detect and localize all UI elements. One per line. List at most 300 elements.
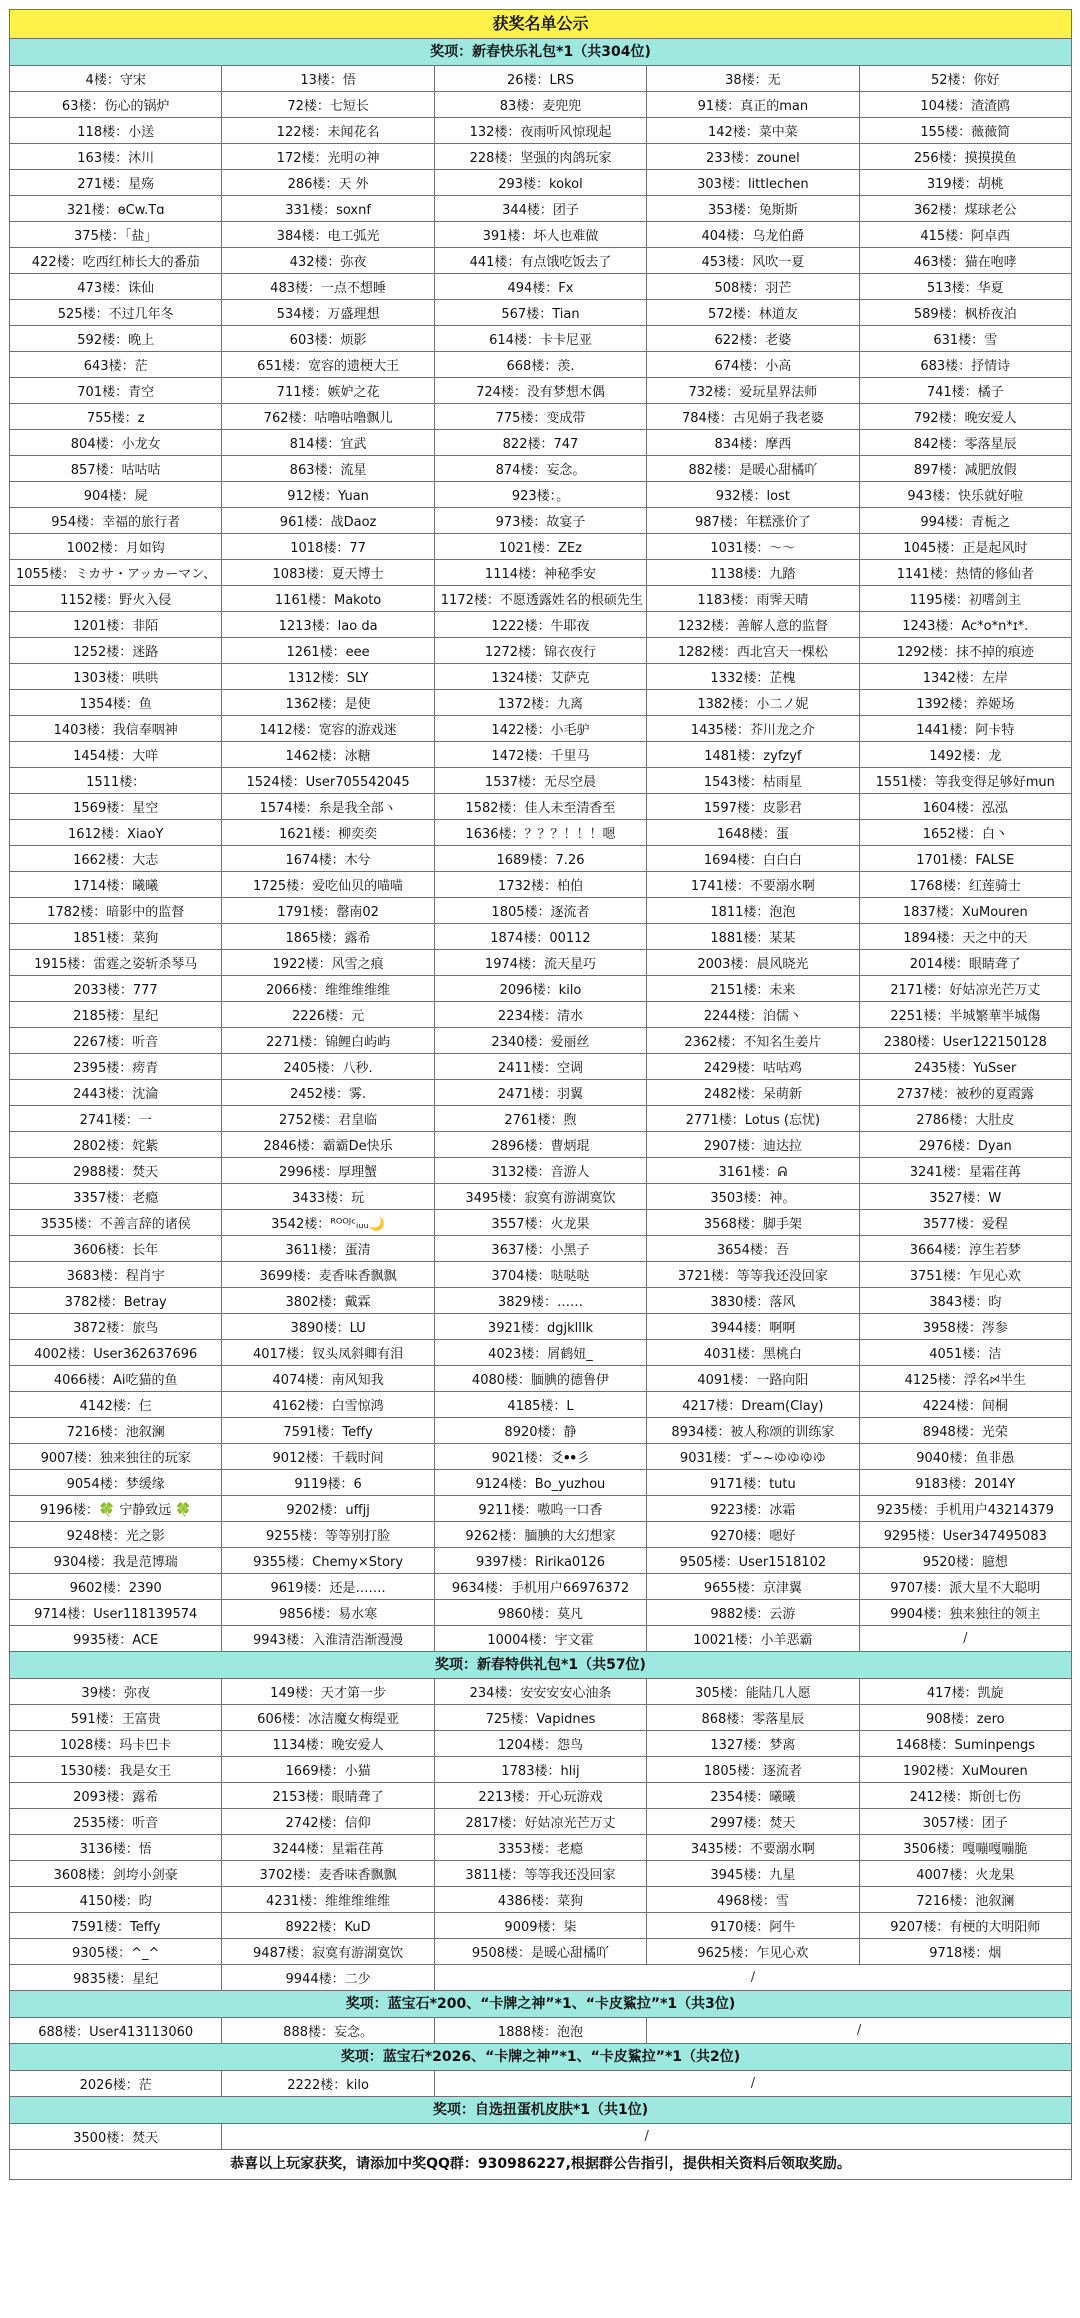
winner-cell: 2907楼：迪达拉 <box>647 1132 859 1158</box>
winner-cell: 453楼：风吹一夏 <box>647 248 859 274</box>
winner-cell: 857楼：咕咕咕 <box>10 456 222 482</box>
winner-cell: 9124楼：Bo_yuzhou <box>435 1470 647 1496</box>
winner-cell: 775楼：变成带 <box>435 404 647 430</box>
winner-row <box>10 92 1072 118</box>
winner-cell: 1530楼：我是女王 <box>10 1757 222 1783</box>
winner-cell: 1114楼：神秘季安 <box>435 560 647 586</box>
winner-cell: 2234楼：清水 <box>435 1002 647 1028</box>
winner-cell: 606楼：冰洁魔女梅缇亚 <box>222 1705 434 1731</box>
winner-row <box>10 1106 1072 1132</box>
winner-cell: 2340楼：爱丽丝 <box>435 1028 647 1054</box>
winner-cell: 3500楼：焚天 <box>10 2124 222 2150</box>
winner-cell: 473楼：诛仙 <box>10 274 222 300</box>
winner-cell: 1324楼：艾萨克 <box>435 664 647 690</box>
winner-cell: 4066楼：Ai吃猫的鱼 <box>10 1366 222 1392</box>
winner-row <box>10 1626 1072 1652</box>
winner-cell: 842楼：零落星辰 <box>860 430 1072 456</box>
winner-row <box>10 1496 1072 1522</box>
winner-cell: 3890楼：LU <box>222 1314 434 1340</box>
winner-cell: 422楼：吃西红柿长大的番茄 <box>10 248 222 274</box>
winner-cell: 961楼：战Daoz <box>222 508 434 534</box>
winner-cell: 1183楼：雨霁天晴 <box>647 586 859 612</box>
winner-cell: 2741楼：一 <box>10 1106 222 1132</box>
winner-cell: 3654楼：吾 <box>647 1236 859 1262</box>
winner-cell: 9248楼：光之影 <box>10 1522 222 1548</box>
winner-cell: 9505楼：User1518102 <box>647 1548 859 1574</box>
winner-cell: 932楼：lost <box>647 482 859 508</box>
winner-cell: 1138楼：九踏 <box>647 560 859 586</box>
winner-cell: 643楼：茫 <box>10 352 222 378</box>
winner-cell: 2226楼：元 <box>222 1002 434 1028</box>
winner-cell: 9031楼：ず~~ゆゆゆゆ <box>647 1444 859 1470</box>
winner-cell: 923楼：。 <box>435 482 647 508</box>
winner-cell: 2786楼：大肚皮 <box>860 1106 1072 1132</box>
winner-cell: 1537楼：无尽空晨 <box>435 768 647 794</box>
winner-cell: 3057楼：团子 <box>860 1809 1072 1835</box>
winner-cell: 404楼：乌龙伯爵 <box>647 222 859 248</box>
winner-cell: 9835楼：星纪 <box>10 1965 222 1991</box>
winner-row <box>10 1392 1072 1418</box>
winner-cell: 2395楼：痨青 <box>10 1054 222 1080</box>
winner-row <box>10 1340 1072 1366</box>
winner-cell: 2482楼：呆萌新 <box>647 1080 859 1106</box>
winner-cell: 534楼：万盛理想 <box>222 300 434 326</box>
winner-row <box>10 1600 1072 1626</box>
winner-cell: 1272楼：锦衣夜行 <box>435 638 647 664</box>
winner-cell: 1732楼：柏伯 <box>435 872 647 898</box>
winner-cell: 10021楼：小羊恶霸 <box>647 1626 859 1652</box>
winner-cell: 104楼：渣渣鸥 <box>860 92 1072 118</box>
winner-cell: 8948楼：光荣 <box>860 1418 1072 1444</box>
winner-row <box>10 404 1072 430</box>
winner-cell: 8934楼：被人称颂的训练家 <box>647 1418 859 1444</box>
winner-cell: 3802楼：戴霖 <box>222 1288 434 1314</box>
winner-cell: 1524楼：User705542045 <box>222 768 434 794</box>
winner-cell: 3495楼：寂寞有游湖寞饮 <box>435 1184 647 1210</box>
winner-cell: 286楼：天 外 <box>222 170 434 196</box>
winner-cell: 1282楼：西北宫天一棵松 <box>647 638 859 664</box>
winner-cell: 415楼：阿卓西 <box>860 222 1072 248</box>
winner-cell: 1204楼：怨鸟 <box>435 1731 647 1757</box>
winner-row <box>10 1913 1072 1939</box>
winner-row <box>10 1288 1072 1314</box>
winner-cell: 3557楼：火龙果 <box>435 1210 647 1236</box>
winner-cell: 494楼：Fx <box>435 274 647 300</box>
section-header: 奖项：新春特供礼包*1（共57位) <box>10 1652 1072 1679</box>
winner-cell: 614楼：卡卡尼亚 <box>435 326 647 352</box>
winner-row <box>10 1731 1072 1757</box>
winner-cell: 724楼：没有梦想木偶 <box>435 378 647 404</box>
winner-cell: 9487楼：寂寞有游湖寞饮 <box>222 1939 434 1965</box>
winner-cell: 3944楼：啊啊 <box>647 1314 859 1340</box>
winner-cell: 2535楼：听音 <box>10 1809 222 1835</box>
winner-cell: 1468楼：Suminpengs <box>860 1731 1072 1757</box>
winner-cell: 3637楼：小黑子 <box>435 1236 647 1262</box>
winner-cell: 631楼：雪 <box>860 326 1072 352</box>
winner-cell: 1462楼：冰糖 <box>222 742 434 768</box>
winner-cell: 1894楼：天之中的天 <box>860 924 1072 950</box>
winner-cell: 9860楼：莫凡 <box>435 1600 647 1626</box>
winner-cell: 2896楼：曹炳琨 <box>435 1132 647 1158</box>
winner-cell: 2752楼：君皇临 <box>222 1106 434 1132</box>
winner-cell: 1805楼：逐流者 <box>647 1757 859 1783</box>
winner-cell: 321楼：ѳCw.Tɑ <box>10 196 222 222</box>
winner-cell: 3958楼：涔参 <box>860 1314 1072 1340</box>
winner-row <box>10 2018 1072 2044</box>
winner-cell: 1768楼：红莲骑士 <box>860 872 1072 898</box>
winner-cell: 9119楼：6 <box>222 1470 434 1496</box>
winner-cell: 1551楼：等我变得足够好mun <box>860 768 1072 794</box>
winner-cell: 755楼：z <box>10 404 222 430</box>
winner-cell: 1888楼：泡泡 <box>435 2018 647 2044</box>
empty-cell: / <box>647 2018 1072 2044</box>
winner-cell: 1055楼：ミカサ・アッカーマン、 <box>10 560 222 586</box>
winner-cell: 362楼：煤球老公 <box>860 196 1072 222</box>
winner-cell: 3811楼：等等我还没回家 <box>435 1861 647 1887</box>
winner-cell: 228楼：坚强的肉鸽玩家 <box>435 144 647 170</box>
winner-row <box>10 1939 1072 1965</box>
winner-cell: 9207楼：有梗的大明阳师 <box>860 1913 1072 1939</box>
winner-cell: 1694楼：白白白 <box>647 846 859 872</box>
winner-cell: 3503楼：神。 <box>647 1184 859 1210</box>
winner-cell: 2026楼：茫 <box>10 2071 222 2097</box>
winner-cell: 1543楼：枯雨星 <box>647 768 859 794</box>
winner-cell: 1422楼：小毛驴 <box>435 716 647 742</box>
winner-cell: 233楼：zounel <box>647 144 859 170</box>
winner-cell: 3721楼：等等我还没回家 <box>647 1262 859 1288</box>
winner-cell: 9634楼：手机用户66976372 <box>435 1574 647 1600</box>
winner-cell: 994楼：青栀之 <box>860 508 1072 534</box>
winner-row <box>10 430 1072 456</box>
winner-cell: 2171楼：好姑凉光芒万丈 <box>860 976 1072 1002</box>
winner-cell: 592楼：晚上 <box>10 326 222 352</box>
winner-cell: 10004楼：宇文霍 <box>435 1626 647 1652</box>
winner-cell: 3683楼：程肖宇 <box>10 1262 222 1288</box>
winner-cell: 2066楼：维维维维维 <box>222 976 434 1002</box>
winner-cell: 39楼：弥夜 <box>10 1679 222 1705</box>
winner-cell: 622楼：老婆 <box>647 326 859 352</box>
winner-cell: 2222楼：kilo <box>222 2071 434 2097</box>
winner-row <box>10 352 1072 378</box>
winner-cell: 1327楼：梦离 <box>647 1731 859 1757</box>
winner-row <box>10 664 1072 690</box>
winner-cell: 4231楼：维维维维维 <box>222 1887 434 1913</box>
winner-cell: 9054楼：梦缓缘 <box>10 1470 222 1496</box>
winner-cell: 4051楼：洁 <box>860 1340 1072 1366</box>
winner-cell: 155楼：薇薇简 <box>860 118 1072 144</box>
winner-cell: 1511楼： <box>10 768 222 794</box>
winner-cell: 1791楼：罄南02 <box>222 898 434 924</box>
winner-cell: 1636楼：？？？！！！嗯 <box>435 820 647 846</box>
winner-cell: 9007楼：独来独往的玩家 <box>10 1444 222 1470</box>
winner-cell: 2435楼：YuSser <box>860 1054 1072 1080</box>
winner-cell: 9602楼：2390 <box>10 1574 222 1600</box>
winner-cell: 7216楼：池叙澜 <box>10 1418 222 1444</box>
winner-cell: 1342楼：左岸 <box>860 664 1072 690</box>
winner-row <box>10 1210 1072 1236</box>
winner-cell: 4091楼：一路向阳 <box>647 1366 859 1392</box>
winner-table <box>10 1679 1072 1991</box>
winner-cell: 1435楼：芥川龙之介 <box>647 716 859 742</box>
winner-cell: 9223楼：冰霜 <box>647 1496 859 1522</box>
winner-row <box>10 638 1072 664</box>
winner-cell: 1243楼：Ac*o*n*ɪ*. <box>860 612 1072 638</box>
winner-cell: 2014楼：眼睛聋了 <box>860 950 1072 976</box>
winner-cell: 567楼：Tian <box>435 300 647 326</box>
winner-cell: 4002楼：User362637696 <box>10 1340 222 1366</box>
winner-cell: 375楼：「盐」 <box>10 222 222 248</box>
winner-cell: 1002楼：月如钩 <box>10 534 222 560</box>
winner-sheet <box>9 9 1072 2180</box>
winner-cell: 3435楼：不要溺水啊 <box>647 1835 859 1861</box>
winner-cell: 2185楼：星纪 <box>10 1002 222 1028</box>
winner-row <box>10 2124 1072 2150</box>
winner-row <box>10 2071 1072 2097</box>
winner-row <box>10 846 1072 872</box>
winner-table <box>10 2018 1072 2044</box>
winner-cell: 293楼：kokol <box>435 170 647 196</box>
winner-cell: 9170楼：阿牛 <box>647 1913 859 1939</box>
winner-cell: 3921楼：dgjklllk <box>435 1314 647 1340</box>
winner-cell: 2213楼：开心玩游戏 <box>435 1783 647 1809</box>
winner-cell: 9944楼：二少 <box>222 1965 434 1991</box>
winner-cell: 9718楼：烟 <box>860 1939 1072 1965</box>
winner-row <box>10 1314 1072 1340</box>
winner-cell: 9235楼：手机用户43214379 <box>860 1496 1072 1522</box>
winner-cell: 1261楼：eee <box>222 638 434 664</box>
sections-container <box>10 39 1072 2150</box>
winner-cell: 271楼：星殇 <box>10 170 222 196</box>
winner-row <box>10 1054 1072 1080</box>
winner-row <box>10 534 1072 560</box>
winner-cell: 1652楼：白丶 <box>860 820 1072 846</box>
winner-cell: 1597楼：皮影君 <box>647 794 859 820</box>
winner-cell: 9305楼：^_^ <box>10 1939 222 1965</box>
winner-cell: 8920楼：静 <box>435 1418 647 1444</box>
winner-row <box>10 690 1072 716</box>
winner-row <box>10 1887 1072 1913</box>
winner-table <box>10 2124 1072 2150</box>
winner-cell: 954楼：幸福的旅行者 <box>10 508 222 534</box>
winner-cell: 2033楼：777 <box>10 976 222 1002</box>
winner-cell: 391楼：坏人也难做 <box>435 222 647 248</box>
winner-row <box>10 1965 1072 1991</box>
winner-cell: 651楼：宽容的遗梗大王 <box>222 352 434 378</box>
winner-cell: 2267楼：听音 <box>10 1028 222 1054</box>
winner-cell: 9904楼：独来独往的领主 <box>860 1600 1072 1626</box>
winner-cell: 1018楼：77 <box>222 534 434 560</box>
winner-cell: 1621楼：柳奕奕 <box>222 820 434 846</box>
winner-cell: 4125楼：浮名ꗯ半生 <box>860 1366 1072 1392</box>
winner-cell: 3577楼：爱程 <box>860 1210 1072 1236</box>
winner-cell: 2153楼：眼睛聋了 <box>222 1783 434 1809</box>
winner-cell: 417楼：凯旋 <box>860 1679 1072 1705</box>
winner-cell: 3506楼：嘎嘣嘎嘣脆 <box>860 1835 1072 1861</box>
winner-row <box>10 482 1072 508</box>
winner-cell: 91楼：真正的man <box>647 92 859 118</box>
winner-cell: 804楼：小龙女 <box>10 430 222 456</box>
winner-row <box>10 1861 1072 1887</box>
winner-cell: 513楼：华夏 <box>860 274 1072 300</box>
winner-cell: 1974楼：流天星巧 <box>435 950 647 976</box>
winner-row <box>10 1158 1072 1184</box>
winner-cell: 9508楼：是暖心甜橘吖 <box>435 1939 647 1965</box>
winner-cell: 353楼：兔斯斯 <box>647 196 859 222</box>
winner-row <box>10 508 1072 534</box>
winner-cell: 1902楼：XuMouren <box>860 1757 1072 1783</box>
winner-cell: 63楼：伤心的锅炉 <box>10 92 222 118</box>
empty-cell: / <box>435 1965 1072 1991</box>
winner-cell: 1031楼：～～ <box>647 534 859 560</box>
winner-cell: 668楼：羡. <box>435 352 647 378</box>
winner-cell: 9211楼：嗷呜一口香 <box>435 1496 647 1522</box>
winner-cell: 683楼：抒情诗 <box>860 352 1072 378</box>
winner-cell: 344楼：团子 <box>435 196 647 222</box>
winner-cell: 1403楼：我信奉咽神 <box>10 716 222 742</box>
winner-cell: 26楼：LRS <box>435 66 647 92</box>
winner-cell: 3664楼：淳生若梦 <box>860 1236 1072 1262</box>
winner-cell: 688楼：User413113060 <box>10 2018 222 2044</box>
empty-cell: / <box>860 1626 1072 1652</box>
winner-cell: 256楼：摸摸摸鱼 <box>860 144 1072 170</box>
winner-row <box>10 456 1072 482</box>
winner-row <box>10 274 1072 300</box>
winner-row <box>10 1366 1072 1392</box>
winner-cell: 2411楼：空调 <box>435 1054 647 1080</box>
winner-cell: 834楼：摩西 <box>647 430 859 456</box>
winner-cell: 2997楼：焚天 <box>647 1809 859 1835</box>
winner-row <box>10 378 1072 404</box>
winner-row <box>10 1548 1072 1574</box>
winner-cell: 3535楼：不善言辞的诸侯 <box>10 1210 222 1236</box>
winner-row <box>10 1783 1072 1809</box>
winner-cell: 3527楼：W <box>860 1184 1072 1210</box>
winner-row <box>10 1028 1072 1054</box>
winner-row <box>10 820 1072 846</box>
winner-cell: 1915楼：雷霆之姿斩杀琴马 <box>10 950 222 976</box>
winner-cell: 1783楼：hlij <box>435 1757 647 1783</box>
winner-cell: 118楼：小送 <box>10 118 222 144</box>
winner-cell: 912楼：Yuan <box>222 482 434 508</box>
winner-row <box>10 1184 1072 1210</box>
winner-row <box>10 872 1072 898</box>
section-header: 奖项：自选扭蛋机皮肤*1（共1位) <box>10 2097 1072 2124</box>
winner-cell: 9520楼：臆想 <box>860 1548 1072 1574</box>
winner-row <box>10 924 1072 950</box>
winner-cell: 2251楼：半城繁華半城傷 <box>860 1002 1072 1028</box>
winner-table <box>10 66 1072 1652</box>
winner-cell: 1141楼：热情的修仙者 <box>860 560 1072 586</box>
winner-cell: 1028楼：玛卡巴卡 <box>10 1731 222 1757</box>
winner-cell: 3132楼：音游人 <box>435 1158 647 1184</box>
winner-cell: 9183楼：2014Y <box>860 1470 1072 1496</box>
winner-row <box>10 1418 1072 1444</box>
winner-cell: 1881楼：某某 <box>647 924 859 950</box>
winner-cell: 9262楼：腼腆的大幻想家 <box>435 1522 647 1548</box>
winner-row <box>10 144 1072 170</box>
winner-cell: 908楼：zero <box>860 1705 1072 1731</box>
winner-cell: 9856楼：易水寒 <box>222 1600 434 1626</box>
winner-cell: 2412楼：斯创七伤 <box>860 1783 1072 1809</box>
winner-cell: 3606楼：长年 <box>10 1236 222 1262</box>
winner-row <box>10 170 1072 196</box>
winner-cell: 3357楼：老瘾 <box>10 1184 222 1210</box>
winner-row <box>10 716 1072 742</box>
winner-cell: 4023楼：屑鹤妞_ <box>435 1340 647 1366</box>
winner-cell: 441楼：有点饿吃饭去了 <box>435 248 647 274</box>
winner-cell: 9882楼：云游 <box>647 1600 859 1626</box>
winner-cell: 9171楼：tutu <box>647 1470 859 1496</box>
winner-cell: 868楼：零落星辰 <box>647 1705 859 1731</box>
winner-row <box>10 1522 1072 1548</box>
winner-row <box>10 742 1072 768</box>
winner-cell: 732楼：爱玩星界法师 <box>647 378 859 404</box>
winner-cell: 882楼：是暖心甜橘吖 <box>647 456 859 482</box>
winner-cell: 38楼：无 <box>647 66 859 92</box>
winner-cell: 1222楼：牛耶夜 <box>435 612 647 638</box>
winner-cell: 7591楼：Teffy <box>10 1913 222 1939</box>
winner-cell: 4080楼：腼腆的德鲁伊 <box>435 1366 647 1392</box>
winner-cell: 792楼：晚安爱人 <box>860 404 1072 430</box>
winner-cell: 9397楼：Ririka0126 <box>435 1548 647 1574</box>
winner-cell: 163楼：沐川 <box>10 144 222 170</box>
winner-cell: 3608楼：剑垮小剑豪 <box>10 1861 222 1887</box>
winner-cell: 2354楼：曦曦 <box>647 1783 859 1809</box>
winner-cell: 3829楼：…… <box>435 1288 647 1314</box>
winner-cell: 3782楼：Betray <box>10 1288 222 1314</box>
winner-row <box>10 898 1072 924</box>
winner-cell: 9943楼：入淮清浩渐漫漫 <box>222 1626 434 1652</box>
winner-cell: 9355楼：Chemy×Story <box>222 1548 434 1574</box>
winner-cell: 822楼：747 <box>435 430 647 456</box>
winner-cell: 3542楼：ᴿᴼᴼᴶᶜᵢᵤᵤ🌙 <box>222 1210 434 1236</box>
winner-cell: 483楼：一点不想睡 <box>222 274 434 300</box>
winner-cell: 303楼：littlechen <box>647 170 859 196</box>
winner-cell: 1782楼：暗影中的监督 <box>10 898 222 924</box>
winner-cell: 1725楼：爱吃仙贝的喵喵 <box>222 872 434 898</box>
winner-cell: 172楼：光明の神 <box>222 144 434 170</box>
winner-row <box>10 1444 1072 1470</box>
winner-cell: 122楼：未闻花名 <box>222 118 434 144</box>
winner-cell: 2362楼：不知名生姜片 <box>647 1028 859 1054</box>
winner-cell: 1292楼：抹不掉的痕迹 <box>860 638 1072 664</box>
winner-cell: 13楼：悟 <box>222 66 434 92</box>
winner-cell: 2996楼：厚理蟹 <box>222 1158 434 1184</box>
winner-cell: 3872楼：旅鸟 <box>10 1314 222 1340</box>
winner-cell: 725楼：Vapidnes <box>435 1705 647 1731</box>
winner-cell: 9196楼：🍀 宁静致远 🍀 <box>10 1496 222 1522</box>
winner-cell: 701楼：青空 <box>10 378 222 404</box>
winner-cell: 2761楼：煦 <box>435 1106 647 1132</box>
winner-cell: 2271楼：锦鲤白屿屿 <box>222 1028 434 1054</box>
winner-cell: 9040楼：鱼非愚 <box>860 1444 1072 1470</box>
winner-cell: 9935楼：ACE <box>10 1626 222 1652</box>
winner-cell: 9255楼：等等别打脸 <box>222 1522 434 1548</box>
section-header: 奖项：新春快乐礼包*1（共304位) <box>10 39 1072 66</box>
winner-cell: 1303楼：哄哄 <box>10 664 222 690</box>
winner-cell: 973楼：故宴子 <box>435 508 647 534</box>
winner-cell: 9295楼：User347495083 <box>860 1522 1072 1548</box>
winner-cell: 2976楼：Dyan <box>860 1132 1072 1158</box>
winner-cell: 331楼：soxnf <box>222 196 434 222</box>
winner-cell: 9021楼：爻ꔷꔷ彡 <box>435 1444 647 1470</box>
winner-cell: 1392楼：养姬场 <box>860 690 1072 716</box>
winner-cell: 741楼：橘子 <box>860 378 1072 404</box>
winner-cell: 943楼：快乐就好啦 <box>860 482 1072 508</box>
winner-cell: 3244楼：星霜荏苒 <box>222 1835 434 1861</box>
winner-cell: 863楼：流星 <box>222 456 434 482</box>
winner-cell: 3699楼：麦香味香飘飘 <box>222 1262 434 1288</box>
